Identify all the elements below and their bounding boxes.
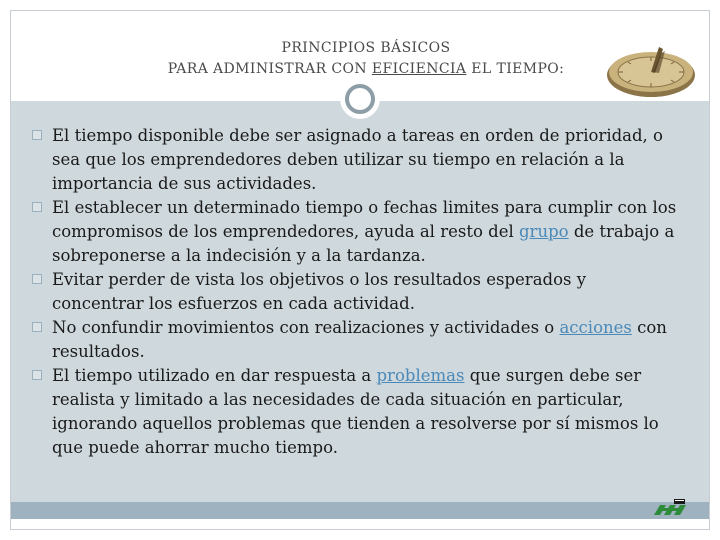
link-acciones[interactable]: acciones bbox=[559, 318, 632, 337]
bullet-square-icon bbox=[32, 130, 42, 140]
bullet-text: Evitar perder de vista los objetivos o los resultados esperados y concentrar los esfuerzos en cada actividad. bbox=[52, 270, 587, 313]
bullet-square-icon bbox=[32, 322, 42, 332]
title-suffix: EL TIEMPO: bbox=[466, 61, 565, 77]
title-link-eficiencia[interactable]: EFICIENCIA bbox=[371, 61, 467, 77]
ring-ornament bbox=[340, 79, 380, 119]
bullet-item bbox=[32, 316, 682, 364]
bullet-text: El tiempo disponible debe ser asignado a tareas en orden de prioridad, o sea que los emprendedores deben utilizar su tiempo en relación a la importancia de sus actividades. bbox=[52, 126, 663, 193]
bullet-list bbox=[32, 124, 682, 460]
bullet-item bbox=[32, 268, 682, 316]
bullet-item bbox=[32, 196, 682, 268]
title-prefix: PARA ADMINISTRAR CON bbox=[167, 61, 372, 77]
sundial-icon bbox=[603, 33, 699, 101]
bullet-item bbox=[32, 364, 682, 460]
link-problemas[interactable]: problemas bbox=[376, 366, 465, 385]
bullet-text: de trabajo a sobreponerse a la indecisión y a la tardanza. bbox=[52, 222, 675, 265]
bullet-text: No confundir movimientos con realizaciones y actividades o bbox=[52, 318, 560, 337]
link-grupo[interactable]: grupo bbox=[519, 222, 569, 241]
bullet-square-icon bbox=[32, 370, 42, 380]
slide-title-line-1: PRINCIPIOS BÁSICOS bbox=[281, 40, 451, 56]
footer-strip bbox=[11, 519, 709, 529]
bullet-text: El tiempo utilizado en dar respuesta a bbox=[52, 366, 377, 385]
bullet-text: El establecer un determinado tiempo o fechas limites para cumplir con los compromisos de los emprendedores, ayuda al resto del bbox=[52, 198, 677, 241]
ring-inner bbox=[345, 84, 375, 114]
bullet-square-icon bbox=[32, 274, 42, 284]
bullet-item bbox=[32, 124, 682, 196]
bullet-text: con resultados. bbox=[52, 318, 667, 361]
bullet-text: que surgen debe ser realista y limitado a las necesidades de cada situación en particular, ignorando aquellos problemas que tienden a resolverse por sí mismos lo que puede ahorrar mucho tiempo. bbox=[52, 366, 659, 457]
green-logo-icon bbox=[650, 497, 688, 517]
bullet-square-icon bbox=[32, 202, 42, 212]
footer-bar bbox=[11, 502, 709, 519]
